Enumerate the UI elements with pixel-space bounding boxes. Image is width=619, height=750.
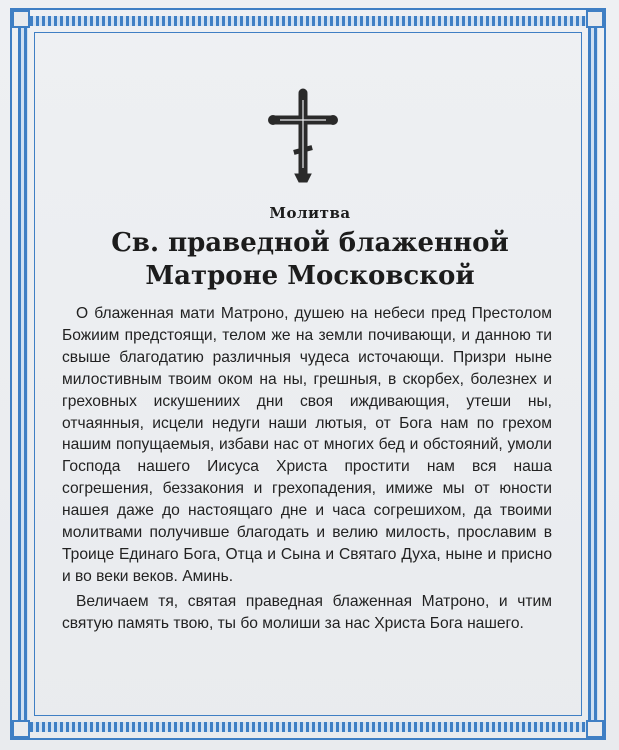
prayer-paragraph-1: О блаженная мати Матроно, душею на небеси пред Престолом Божиим предстоящи, телом же на земли почивающи, и данною ти свыше благодатию различныя чудеса источающи. Призри ныне милостивным твоим оком на ны, грешныя, в скорбех, болезнех и греховных искушениих дни своя иждивающия, утеши ны, отчаянныя, исцели недуги наши лютыя, от Бога нам по грехом нашим попущаемыя, избави нас от многих бед и обстояний, умоли Господа нашего Иисуса Христа простити нам вся наша согрешения, беззакония и грехопадения, имиже мы от юности нашея даже до настоящаго дне и часа согрешихом, да твоими молитвами получивше благодать и велию милость, прославим в Троице Единаго Бога, Отца и Сына и Святаго Духа, ныне и присно и во веки веков. Аминь. bbox=[62, 305, 552, 585]
heading-prayer-label: Молитва bbox=[269, 204, 351, 222]
border-corner bbox=[12, 720, 30, 738]
border-corner bbox=[586, 10, 604, 28]
heading-title-line2: Матроне Московской bbox=[145, 261, 475, 291]
border-corner bbox=[12, 10, 30, 28]
orthodox-cross-icon bbox=[268, 88, 338, 184]
heading-title-line1: Св. праведной блаженной bbox=[111, 228, 509, 258]
prayer-text bbox=[62, 303, 552, 635]
prayer-paragraph-2: Величаем тя, святая праведная блаженная Матроно, и чтим святую память твою, ты бо молиши за нас Христа Бога нашего. bbox=[62, 592, 552, 632]
border-corner bbox=[586, 720, 604, 738]
